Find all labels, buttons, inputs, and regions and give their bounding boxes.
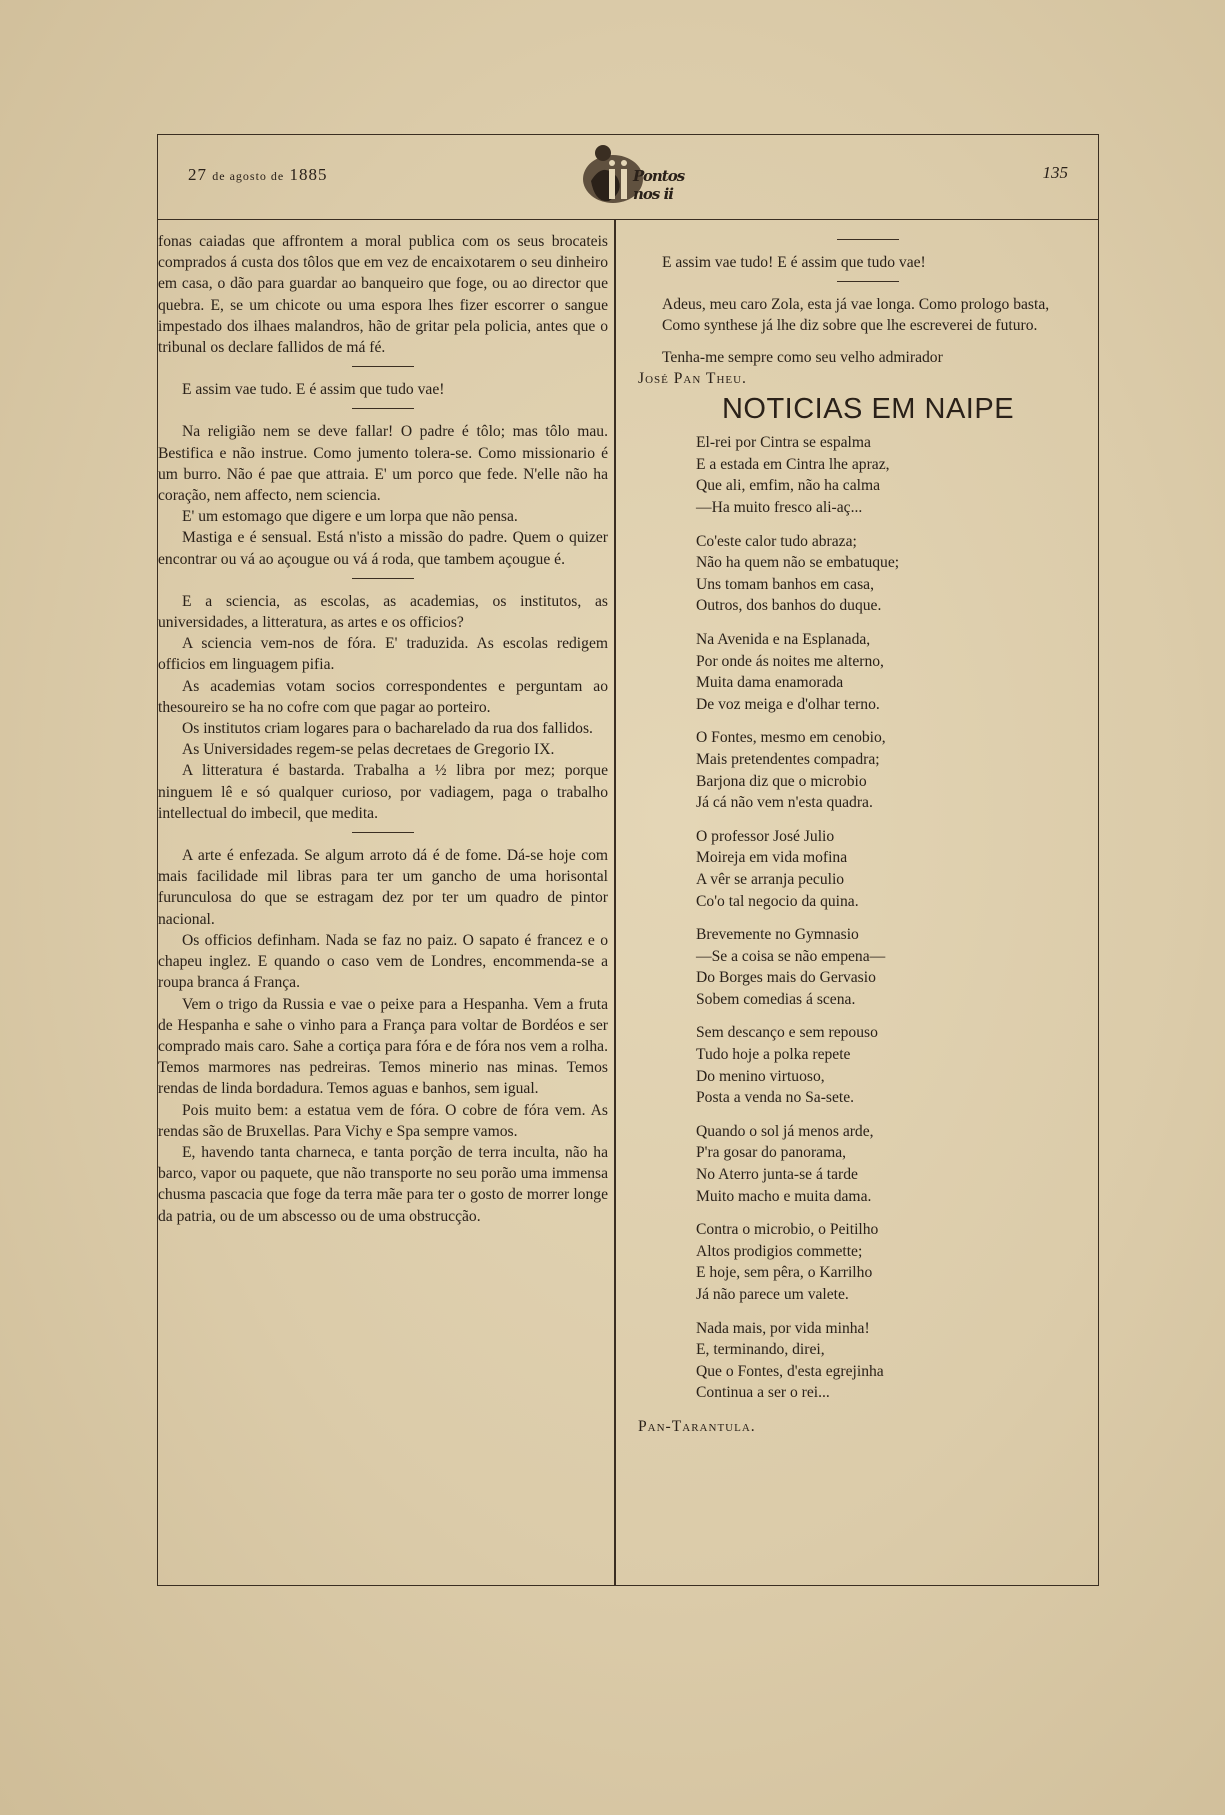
poem-line: Mais pretendentes compadra; xyxy=(696,750,880,768)
section-rule xyxy=(837,281,899,282)
poem-stanza xyxy=(696,1318,1098,1404)
date-day: 27 xyxy=(188,165,207,184)
paragraph: E assim vae tudo. E é assim que tudo vae! xyxy=(182,381,445,399)
paragraph: Na religião nem se deve fallar! O padre é tôlo; mas tôlo mau. Bestifica e não instrue. Como jumento tolera-se. Como missionario é um burro. Não é pae que attraia. E' um porco que fede. N'elle não ha coração, nem affecto, nem sciencia. xyxy=(158,423,608,505)
poem-stanza xyxy=(696,1121,1098,1207)
column-divider xyxy=(614,219,616,1585)
poem-stanza xyxy=(696,531,1098,617)
poem-stanza xyxy=(696,1219,1098,1305)
signature: José Pan Theu. xyxy=(638,369,747,387)
poem-line: Contra o microbio, o Peitilho xyxy=(696,1221,879,1239)
poem-line: O Fontes, mesmo em cenobio, xyxy=(696,729,886,747)
poem-line: E, terminando, direi, xyxy=(696,1341,825,1359)
section-rule xyxy=(352,832,414,833)
date-month: de agosto de xyxy=(212,169,285,183)
section-rule xyxy=(352,366,414,367)
poem-line: Moireja em vida mofina xyxy=(696,849,848,867)
poem-line: Brevemente no Gymnasio xyxy=(696,926,859,944)
page-number: 135 xyxy=(1042,163,1068,182)
poem-line: Co'o tal negocio da quina. xyxy=(696,892,859,910)
poem-line: —Se a coisa se não empena— xyxy=(696,947,886,965)
poem-line: Por onde ás noites me alterno, xyxy=(696,652,884,670)
poem-line: Nada mais, por vida minha! xyxy=(696,1319,870,1337)
issue-date xyxy=(188,165,327,185)
poem-stanza xyxy=(696,924,1098,1010)
paragraph: As academias votam socios correspondentes e perguntam ao thesoureiro se ha no cofre com que pagar ao porteiro. xyxy=(158,677,608,716)
paragraph: Os institutos criam logares para o bacharelado da rua dos fallidos. xyxy=(182,720,593,738)
section-rule xyxy=(837,239,899,240)
poem-line: Quando o sol já menos arde, xyxy=(696,1122,874,1140)
poem-line: Que o Fontes, d'esta egrejinha xyxy=(696,1362,884,1380)
paragraph: As Universidades regem-se pelas decretaes de Gregorio IX. xyxy=(182,741,555,759)
left-column xyxy=(158,231,608,1227)
poem-line: Que ali, emfim, não ha calma xyxy=(696,477,881,495)
poem-line: Do menino virtuoso, xyxy=(696,1067,825,1085)
paragraph: E assim vae tudo! E é assim que tudo vae! xyxy=(662,254,926,271)
poem-line: Outros, dos banhos do duque. xyxy=(696,597,882,615)
poem-line: Sobem comedias á scena. xyxy=(696,990,856,1008)
section-headline: NOTICIAS EM NAIPE xyxy=(721,393,1015,426)
poem-line: Barjona diz que o microbio xyxy=(696,772,867,790)
paragraph: Adeus, meu caro Zola, esta já vae longa. Como prologo basta, xyxy=(662,296,1050,314)
poem-line: Na Avenida e na Esplanada, xyxy=(696,630,871,648)
page-frame xyxy=(157,134,1099,1586)
poem-stanza xyxy=(696,629,1098,715)
poem-line: —Ha muito fresco ali-aç... xyxy=(696,499,863,516)
right-column xyxy=(638,231,1098,1437)
poem-line: El-rei por Cintra se espalma xyxy=(696,434,871,452)
date-year: 1885 xyxy=(289,165,328,184)
paragraph: Tenha-me sempre como seu velho admirador xyxy=(662,348,943,366)
paragraph: Pois muito bem: a estatua vem de fóra. O cobre de fóra vem. As rendas são de Bruxellas. Para Vichy e Spa sempre vamos. xyxy=(158,1101,608,1140)
page-header xyxy=(158,135,1098,220)
poem-line: Do Borges mais do Gervasio xyxy=(696,969,876,987)
poem-line: Muita dama enamorada xyxy=(696,674,844,692)
section-rule xyxy=(352,578,414,579)
poem-line: Continua a ser o rei... xyxy=(696,1384,830,1402)
poem-line: De voz meiga e d'olhar terno. xyxy=(696,695,880,713)
poem-line: Muito macho e muita dama. xyxy=(696,1187,872,1205)
poem-line: A vêr se arranja peculio xyxy=(696,870,845,888)
paragraph: Mastiga e é sensual. Está n'isto a missão do padre. Quem o quizer encontrar ou vá ao açougue ou vá á roda, que tambem açougue é. xyxy=(158,529,608,568)
paragraph: A sciencia vem-nos de fóra. E' traduzida. As escolas redigem officios em linguagem pifia. xyxy=(158,635,608,674)
poem-line: Uns tomam banhos em casa, xyxy=(696,575,874,593)
poem-line: Não ha quem não se embatuque; xyxy=(696,554,900,572)
poem-line: Já não parece um valete. xyxy=(696,1286,849,1303)
poem xyxy=(638,432,1098,1404)
poem-stanza xyxy=(696,1022,1098,1108)
poem-line: P'ra gosar do panorama, xyxy=(696,1144,847,1162)
poem-stanza xyxy=(696,826,1098,912)
signature: Pan-Tarantula. xyxy=(638,1417,756,1435)
poem-stanza xyxy=(696,432,1098,518)
poem-line: Altos prodigios commette; xyxy=(696,1242,863,1260)
section-rule xyxy=(352,408,414,409)
paragraph: Como synthese já lhe diz sobre que lhe escreverei de futuro. xyxy=(662,317,1038,335)
poem-line: E a estada em Cintra lhe apraz, xyxy=(696,455,890,473)
masthead-logo xyxy=(573,141,713,209)
paragraph: A litteratura é bastarda. Trabalha a ½ libra por mez; porque ninguem lê e só qualquer curioso, por vadiagem, paga o trabalho intellectual do imbecil, que medita. xyxy=(158,762,608,822)
poem-line: Sem descanço e sem repouso xyxy=(696,1024,878,1042)
paragraph: Os officios definham. Nada se faz no paiz. O sapato é francez e o chapeu inglez. E quando o caso vem de Londres, encommenda-se a roupa branca á França. xyxy=(158,931,608,992)
paragraph: fonas caiadas que affrontem a moral publica com os seus brocateis comprados á custa dos tôlos que em vez de encaixotarem o seu dinheiro em casa, o dão para guardar ao banqueiro que foge, ou ao director que quebra. E, se um chicote ou uma espora lhes fizer escorrer o sangue impestado dos ilhaes malandros, hão de gritar pela policia, antes que o tribunal os declare fallidos de má fé. xyxy=(158,233,608,357)
paragraph: E' um estomago que digere e um lorpa que não pensa. xyxy=(182,508,518,526)
poem-line: Tudo hoje a polka repete xyxy=(696,1046,851,1064)
poem-line: Co'este calor tudo abraza; xyxy=(696,532,857,550)
poem-line: Posta a venda no Sa-sete. xyxy=(696,1089,855,1107)
paragraph: Vem o trigo da Russia e vae o peixe para a Hespanha. Vem a fruta de Hespanha e sahe o vinho para a França para voltar de Bordéos e ser comprado mais caro. Sahe a cortiça para fóra e de fóra nos vem a rolha. Temos marmores nas pedreiras. Temos minerio nas minas. Temos rendas de linda bordadura. Temos aguas e banhos, sem igual. xyxy=(158,995,608,1098)
paragraph: A arte é enfezada. Se algum arroto dá é de fome. Dá-se hoje com mais facilidade mil libras para ter um gancho de uma horisontal furunculosa do que se estragam dez por ter um quadro de pintor nacional. xyxy=(158,847,608,928)
paragraph: E a sciencia, as escolas, as academias, os institutos, as universidades, a litteratura, as artes e os officios? xyxy=(158,592,608,632)
poem-stanza xyxy=(696,727,1098,813)
paragraph: E, havendo tanta charneca, e tanta porção de terra inculta, não ha barco, vapor ou paquete, que não transporte no seu porão uma immensa chusma pascacia que foge da terra mãe para ter o gosto de morrer longe da patria, ou de um abscesso ou de uma obstrucção. xyxy=(158,1143,608,1225)
poem-line: Já cá não vem n'esta quadra. xyxy=(696,794,873,812)
poem-line: O professor José Julio xyxy=(696,827,835,845)
masthead-title: Pontos nos ii xyxy=(633,167,685,203)
poem-line: E hoje, sem pêra, o Karrilho xyxy=(696,1264,873,1282)
poem-line: No Aterro junta-se á tarde xyxy=(696,1166,858,1184)
